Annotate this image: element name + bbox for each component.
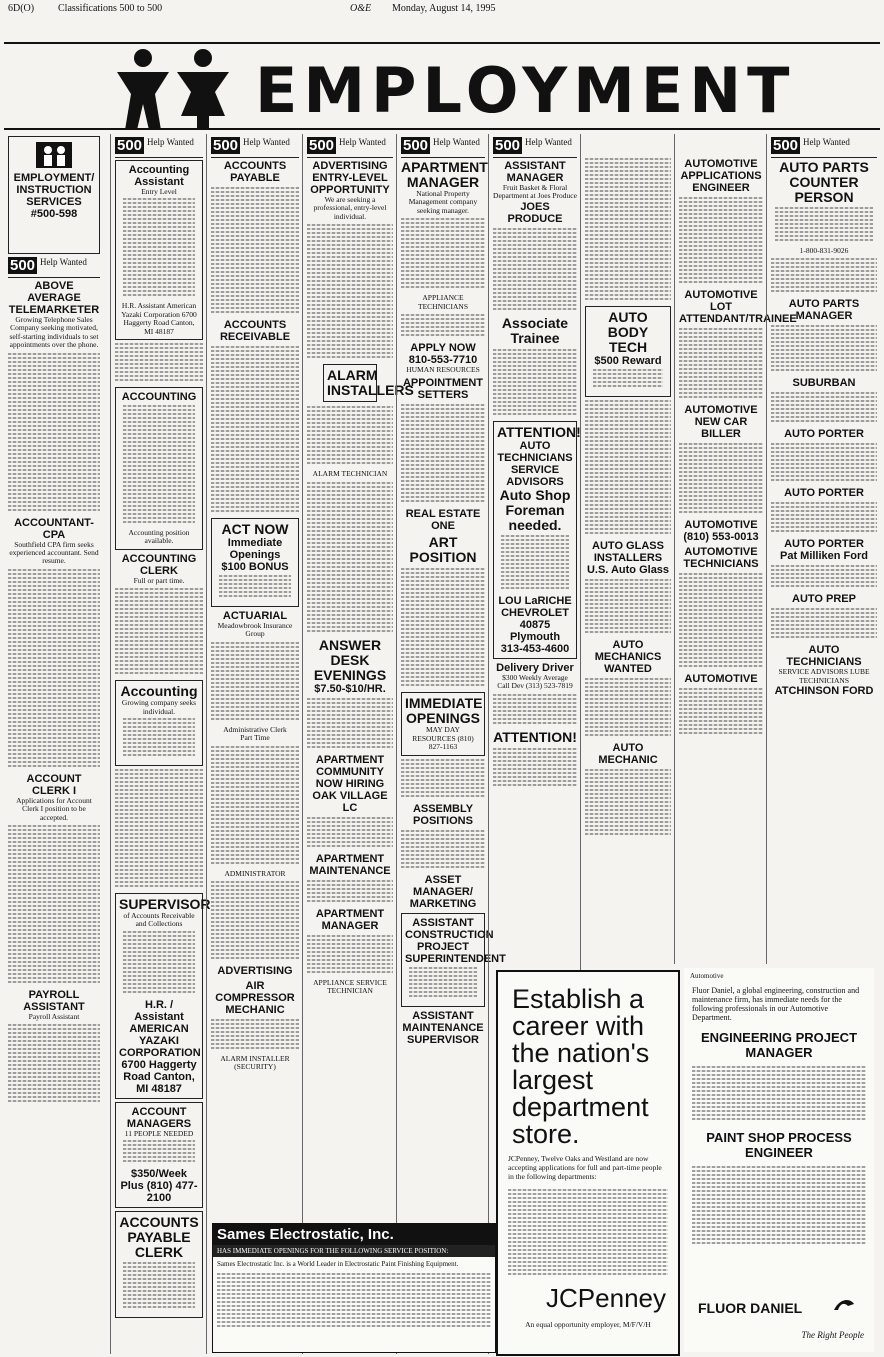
index-line-2: INSTRUCTION bbox=[16, 184, 92, 197]
jcpenney-ad bbox=[496, 970, 680, 1356]
ad: ACCOUNTS PAYABLE bbox=[223, 160, 287, 184]
figures-logo-icon bbox=[105, 46, 245, 132]
ad: Delivery Driver $300 Weekly Average Call Dev (313) 523-7819 bbox=[496, 661, 574, 691]
ad: AUTO PORTER bbox=[784, 487, 864, 500]
ad: REAL ESTATE ONE bbox=[405, 508, 481, 533]
sames-ad bbox=[212, 1223, 496, 1353]
jcpenney-footer: An equal opportunity employer, M/F/V/H bbox=[525, 1320, 651, 1329]
paper-name: O&E bbox=[350, 3, 372, 14]
column-3 bbox=[206, 134, 303, 1354]
ad: ADVERTISING ENTRY-LEVEL OPPORTUNITY We are seeking a professional, entry-level individual. bbox=[310, 160, 390, 221]
ad: ACCOUNTS PAYABLE CLERK bbox=[115, 1211, 203, 1318]
section-label: 500 Help Wanted bbox=[771, 137, 877, 158]
ad: ADVERTISING bbox=[217, 965, 293, 978]
section-label: 500 Help Wanted bbox=[493, 137, 577, 158]
sames-body: Sames Electrostatic Inc. is a World Leader in Electrostatic Paint Finishing Equipment. bbox=[217, 1260, 459, 1268]
ad: AUTO TECHNICIANS SERVICE ADVISORS LUBE TECHNICIANS ATCHINSON FORD bbox=[774, 644, 874, 698]
ad: ASSISTANT MANAGER Fruit Basket & Floral Department at Joes Produce JOES PRODUCE bbox=[493, 160, 577, 225]
ad: ACCOUNT MANAGERS 11 PEOPLE NEEDED $350/Week Plus (810) 477-2100 bbox=[115, 1102, 203, 1208]
ad: ACCOUNTING CLERK Full or part time. bbox=[121, 552, 197, 585]
jcpenney-body: JCPenney, Twelve Oaks and Westland are now accepting applications for full and part-time people in the following departments: bbox=[508, 1154, 662, 1181]
ad: ACCOUNTS RECEIVABLE bbox=[219, 319, 291, 343]
column-5 bbox=[396, 134, 506, 1354]
ad: Accounting Assistant Entry Level H.R. Assistant American Yazaki Corporation 6700 Haggerty Road Canton, MI 48187 bbox=[115, 160, 203, 340]
ad: Accounting Growing company seeks individual. bbox=[115, 680, 203, 766]
ad: AUTOMOTIVE LOT ATTENDANT/TRAINEE bbox=[679, 289, 797, 325]
ad: AUTOMOTIVE TECHNICIANS bbox=[683, 546, 759, 570]
ad: AUTO BODY TECH $500 Reward bbox=[585, 306, 671, 397]
ad: ANSWER DESK EVENINGS $7.50-$10/HR. bbox=[313, 636, 387, 695]
ad: APPLIANCE TECHNICIANS bbox=[418, 293, 468, 311]
index-line-1: EMPLOYMENT/ bbox=[13, 172, 95, 185]
fluor-kicker: Automotive bbox=[690, 972, 724, 980]
ad: Associate Trainee bbox=[501, 314, 569, 346]
ad: APPLY NOW 810-553-7710 HUMAN RESOURCES bbox=[406, 342, 480, 375]
ad: Administrative Clerk Part Time bbox=[223, 724, 287, 743]
column-8 bbox=[674, 134, 797, 964]
ad: ACCOUNTING Accounting position available. bbox=[115, 387, 203, 550]
fluor-tagline: The Right People bbox=[801, 1330, 864, 1340]
sames-name: Sames Electrostatic, Inc. bbox=[213, 1224, 495, 1245]
ad: AUTO MECHANICS WANTED bbox=[594, 639, 662, 675]
page-header bbox=[0, 0, 884, 30]
column-2 bbox=[110, 134, 211, 1354]
page-date: Monday, August 14, 1995 bbox=[392, 3, 496, 14]
ad: AUTO PARTS COUNTER PERSON 1-800-831-9026 bbox=[771, 160, 877, 255]
index-line-4: #500-598 bbox=[30, 208, 78, 221]
ad: AUTOMOTIVE bbox=[684, 673, 758, 685]
fluor-daniel-ad bbox=[684, 968, 874, 1352]
ad: AUTO PORTER Pat Milliken Ford bbox=[779, 538, 868, 563]
section-label: 500 Help Wanted bbox=[307, 137, 393, 158]
section-label: 500 Help Wanted bbox=[211, 137, 299, 158]
column-4 bbox=[302, 134, 414, 1354]
ad: AIR COMPRESSOR MECHANIC bbox=[215, 980, 295, 1017]
fluor-logo: FLUOR DANIEL bbox=[698, 1300, 803, 1316]
section-label: 500 Help Wanted bbox=[8, 257, 100, 278]
ad: ASSEMBLY POSITIONS bbox=[412, 802, 474, 827]
ad: APARTMENT MAINTENANCE bbox=[309, 852, 391, 877]
ad: ADMINISTRATOR bbox=[224, 868, 286, 878]
ad: AUTO GLASS INSTALLERS U.S. Auto Glass bbox=[586, 540, 670, 576]
ad: ALARM TECHNICIAN bbox=[312, 469, 388, 479]
ad: APPLIANCE SERVICE TECHNICIAN bbox=[313, 977, 387, 996]
ad: ASSISTANT CONSTRUCTION PROJECT SUPERINTENDENT bbox=[401, 913, 485, 1007]
column-1 bbox=[4, 134, 104, 1354]
column-9 bbox=[766, 134, 881, 964]
ad: ART POSITION bbox=[409, 534, 477, 566]
sames-sub: HAS IMMEDIATE OPENINGS FOR THE FOLLOWING SERVICE POSITION: bbox=[213, 1245, 495, 1257]
ad: PAYROLL ASSISTANT Payroll Assistant bbox=[23, 989, 85, 1022]
banner-title: EMPLOYMENT bbox=[255, 54, 796, 127]
ad: ASSET MANAGER/ MARKETING bbox=[409, 873, 477, 910]
ad: AUTO PORTER bbox=[784, 428, 864, 441]
ad: AUTO PREP bbox=[792, 593, 856, 606]
ad: IMMEDIATE OPENINGS MAY DAY RESOURCES (810) 827-1163 bbox=[401, 692, 485, 755]
ad: SUPERVISOR of Accounts Receivable and Collections H.R. / Assistant AMERICAN YAZAKI CORPORATION 6700 Haggerty Road Canton, MI 48187 bbox=[115, 893, 203, 1099]
ad: ALARM INSTALLERS bbox=[323, 364, 377, 402]
ad: APARTMENT COMMUNITY NOW HIRING OAK VILLAGE LC bbox=[312, 753, 388, 814]
ad: AUTOMOTIVE (810) 553-0013 bbox=[683, 519, 759, 543]
ad: SUBURBAN bbox=[792, 377, 856, 390]
ad: ACTUARIAL Meadowbrook Insurance Group bbox=[217, 610, 293, 639]
ad: AUTOMOTIVE NEW CAR BILLER bbox=[684, 404, 758, 440]
fluor-intro: Fluor Daniel, a global engineering, construction and maintenance firm, has immediate needs for the following professionals in our Automotive Department. bbox=[692, 986, 860, 1022]
section-code: 6D(O) bbox=[8, 3, 35, 14]
ad: ACCOUNTANT-CPA Southfield CPA firm seeks experienced accountant. Send resume. bbox=[9, 516, 99, 566]
ad: AUTO MECHANIC bbox=[598, 742, 658, 766]
ad: AUTO PARTS MANAGER bbox=[788, 298, 860, 323]
ad: ACCOUNT CLERK I Applications for Account Clerk I position to be accepted. bbox=[16, 772, 92, 822]
employment-banner bbox=[0, 40, 884, 132]
ad: ATTENTION! AUTO TECHNICIANS SERVICE ADVISORS Auto Shop Foreman needed. LOU LaRICHE CHEVROLET 40875 Plymouth 313-453-4600 bbox=[493, 421, 577, 659]
index-box bbox=[8, 136, 100, 254]
ad: APARTMENT MANAGER bbox=[315, 907, 385, 932]
jcpenney-headline: Establish a career with the nation's largest department store. bbox=[512, 984, 650, 1149]
fluor-job-2: PAINT SHOP PROCESS ENGINEER bbox=[706, 1130, 852, 1160]
section-label: 500 Help Wanted bbox=[115, 137, 203, 158]
ad: ALARM INSTALLER (SECURITY) bbox=[220, 1054, 290, 1072]
index-line-3: SERVICES bbox=[26, 196, 82, 209]
ad: ACT NOW Immediate Openings $100 BONUS bbox=[211, 518, 299, 607]
ad: ABOVE AVERAGE TELEMARKETER Growing Telephone Sales Company seeking motivated, self-starting individuals to set appointments over the phone. bbox=[8, 280, 100, 350]
fluor-logo-icon bbox=[830, 1294, 858, 1318]
figures-icon bbox=[34, 140, 74, 170]
ad: ATTENTION! bbox=[493, 728, 577, 745]
section-label: 500 Help Wanted bbox=[401, 137, 485, 158]
ad: AUTOMOTIVE APPLICATIONS ENGINEER bbox=[680, 158, 762, 194]
ad: APPOINTMENT SETTERS bbox=[402, 377, 484, 402]
ad: ASSISTANT MAINTENANCE SUPERVISOR bbox=[402, 1009, 484, 1046]
ad: APARTMENT MANAGER National Property Management company seeking manager. bbox=[401, 159, 488, 215]
fluor-job-1: ENGINEERING PROJECT MANAGER bbox=[700, 1030, 858, 1060]
classifications-range: Classifications 500 to 500 bbox=[58, 3, 163, 14]
jcpenney-logo: JCPenney bbox=[546, 1283, 666, 1313]
